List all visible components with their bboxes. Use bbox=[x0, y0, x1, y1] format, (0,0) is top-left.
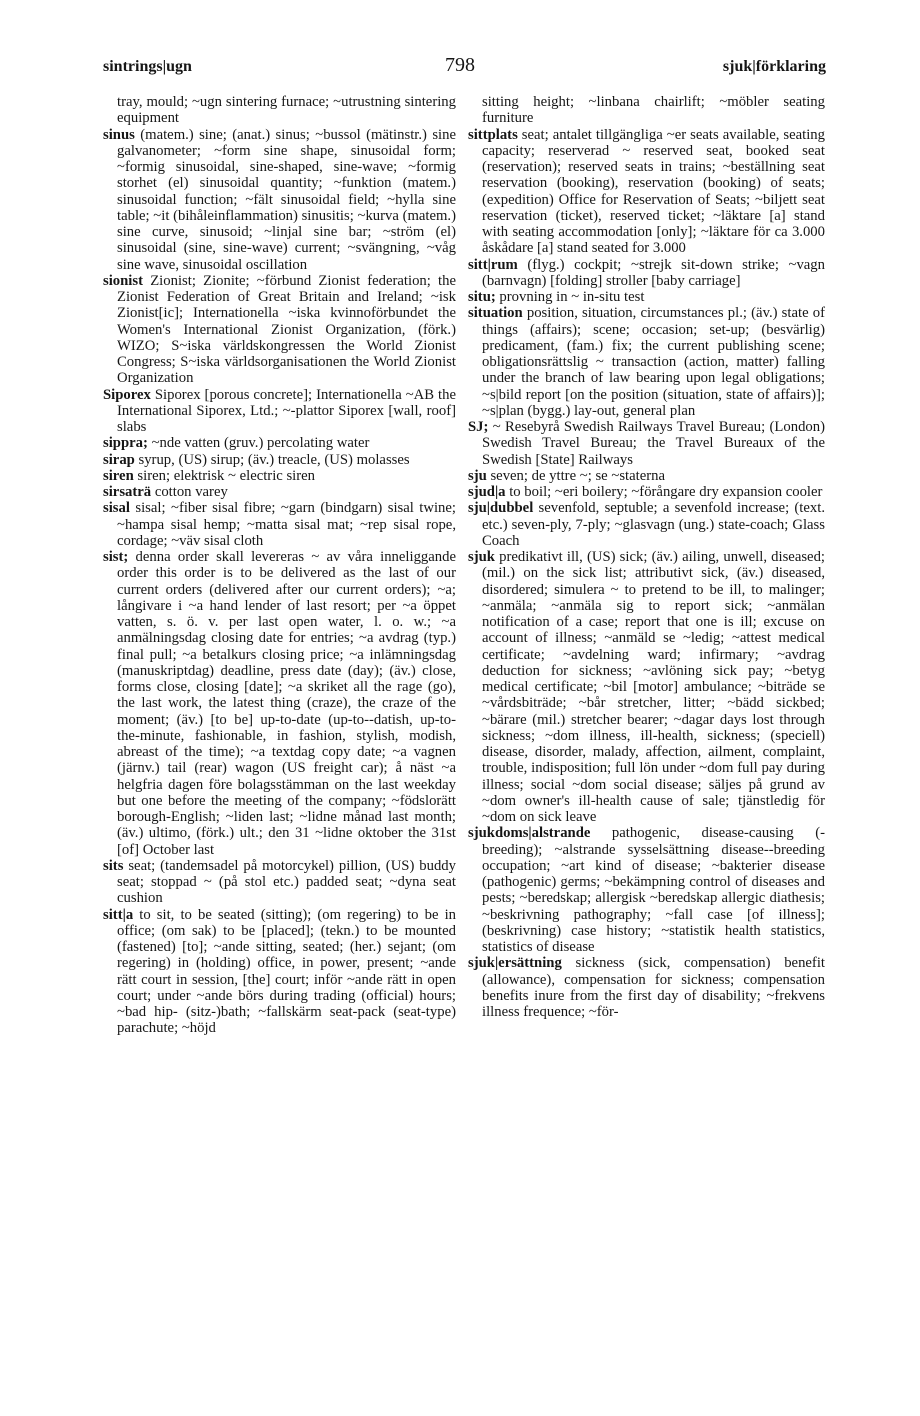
entry-headword: sippra; bbox=[103, 435, 148, 452]
entry-definition: siren; elektrisk ~ electric siren bbox=[137, 467, 316, 484]
dictionary-entry bbox=[468, 955, 825, 1020]
entry-definition: to sit, to be seated (sitting); (om regering) to be in office; (om sak) to be [placed]; (tekn.) to be mounted (fastened) [to]; ~ande sitting, seated; (her.) sejant; (om regering) in (holding) office, in power, present; ~ande rätt court in session, [the] court; inför ~ande rätt in open court; under ~ande börs during trading (official) hours; ~bad hip- (sitz-)bath; ~fallskärm seat-pack (seat-type) parachute; ~höjd bbox=[117, 906, 457, 1037]
dictionary-entry bbox=[103, 500, 456, 549]
entry-definition: ~ Resebyrå Swedish Railways Travel Bureau; (London) Swedish Travel Bureau; the Travel Bureaux of the Swedish [State] Railways bbox=[482, 419, 826, 468]
entry-definition: provning in ~ in-situ test bbox=[499, 289, 645, 305]
left-guide-word: sintrings|ugn bbox=[103, 58, 192, 75]
entry-definition: (flyg.) cockpit; ~strejk sit-down strike; ~vagn (barnvagn) [folding] stroller [baby carriage] bbox=[482, 256, 825, 289]
dictionary-entry bbox=[103, 94, 456, 127]
dictionary-entry bbox=[103, 273, 456, 387]
entry-headword: sitt|rum bbox=[468, 256, 518, 273]
entry-headword: situ; bbox=[468, 289, 496, 305]
entry-headword: sjuk|ersättning bbox=[468, 955, 562, 972]
entry-headword: sirsaträ bbox=[103, 484, 152, 500]
entry-headword: sist; bbox=[103, 549, 129, 565]
entry-definition: sisal; ~fiber sisal fibre; ~garn (bindgarn) sisal twine; ~hampa sisal hemp; ~matta sisal mat; ~rep sisal rope, cordage; ~väv sisal cloth bbox=[117, 500, 456, 549]
dictionary-entry bbox=[468, 305, 825, 419]
entry-definition: Zionist; Zionite; ~förbund Zionist federation; the Zionist Federation of Great Britain and Ireland; ~isk Zionist[ic]; Internationella ~iska kvinnoförbundet the Women's International Zionist Organization, (förk.) WIZO; S~iska världskongressen the World Zionist Congress; S~iska världsorganisationen the World Zionist Organization bbox=[117, 272, 456, 387]
entry-headword: siren bbox=[103, 467, 134, 484]
left-column bbox=[103, 94, 456, 1037]
entry-headword: sjukdoms|alstrande bbox=[468, 825, 591, 842]
dictionary-entry bbox=[103, 387, 456, 436]
dictionary-entry bbox=[468, 257, 825, 290]
dictionary-entry bbox=[103, 468, 456, 484]
page-number: 798 bbox=[445, 54, 475, 76]
entry-definition: (matem.) sine; (anat.) sinus; ~bussol (mätinstr.) sine galvanometer; ~form sine shape, sinusoidal form; ~formig sinusoidal, sine-shaped, sine-wave; ~formig storhet (el) sinusoidal quantity; ~funktion (matem.) sinusoidal function; ~fält sinusoidal field; ~hylla sine table; ~it (bihåleinflammation) sinusitis; ~kurva (matem.) sine curve, sinusoid; ~linjal sine bar; ~ström (el) sinusoidal (sine, sine-wave) current; ~svängning, ~våg sine wave, sinusoidal oscillation bbox=[117, 126, 456, 273]
right-column bbox=[468, 94, 825, 1020]
entry-headword: sju bbox=[468, 467, 487, 484]
entry-definition: sitting height; ~linbana chairlift; ~möbler seating furniture bbox=[482, 94, 825, 127]
dictionary-entry bbox=[468, 484, 825, 500]
dictionary-entry bbox=[103, 484, 456, 500]
entry-definition: tray, mould; ~ugn sintering furnace; ~utrustning sintering equipment bbox=[117, 94, 456, 127]
entry-definition: seat; (tandemsadel på motorcykel) pillion, (US) buddy seat; stoppad ~ (på stol etc.) padded seat; ~dyna seat cushion bbox=[117, 857, 456, 907]
entry-headword: sjud|a bbox=[468, 484, 506, 500]
dictionary-entry bbox=[468, 419, 825, 468]
entry-definition: predikativt ill, (US) sick; (äv.) ailing, unwell, diseased; (mil.) on the sick list; attributivt sick, (äv.) diseased, disordered; simulera ~ to pretend to be ill, to malinger; ~anmäla; ~anmäla sig to report sick; ~anmälan notification of a case; report that one is ill; excuse on account of illness; ~anmäld se ~ledig; ~attest medical certificate; ~avdelning ward; infirmary; ~avdrag deduction for sickness; ~avlöning sick pay; ~betyg medical certificate; ~bil [motor] ambulance; ~biträde se ~vårdsbiträde; ~bår stretcher, litter; ~bädd sickbed; ~bärare (mil.) stretcher bearer; ~dagar days lost through sickness; ~dom illness, ill-health, sickness; (speciell) disease, disorder, malady, affection, ailment, complaint, trouble, indisposition; full lön under ~dom full pay during illness; social ~dom social disease; säljes på grund av ~dom owner's ill-health cause of sale; tjänstledig för ~dom on sick leave bbox=[482, 549, 825, 825]
dictionary-entry bbox=[468, 468, 825, 484]
entry-headword: SJ; bbox=[468, 419, 489, 435]
entry-headword: Siporex bbox=[103, 386, 151, 403]
entry-definition: syrup, (US) sirup; (äv.) treacle, (US) molasses bbox=[138, 451, 410, 468]
entry-definition: to boil; ~eri boilery; ~förångare dry expansion cooler bbox=[509, 484, 823, 500]
right-guide-word: sjuk|förklaring bbox=[722, 58, 826, 75]
entry-headword: sits bbox=[103, 857, 124, 874]
entry-definition: sickness (sick, compensation) benefit (allowance), compensation for sickness; compensation benefits inure from the first day of disability; ~frekvens illness frequence; ~för- bbox=[482, 955, 825, 1020]
entry-headword: sittplats bbox=[468, 126, 518, 143]
entry-definition: seven; de yttre ~; se ~staterna bbox=[490, 467, 665, 484]
dictionary-entry bbox=[103, 127, 456, 273]
dictionary-entry bbox=[468, 127, 825, 257]
entry-headword: sinus bbox=[103, 126, 135, 143]
entry-headword: sisal bbox=[103, 500, 130, 517]
dictionary-entry bbox=[103, 452, 456, 468]
dictionary-entry bbox=[468, 825, 825, 955]
entry-headword: situation bbox=[468, 305, 523, 322]
entry-headword: sitt|a bbox=[103, 906, 134, 923]
entry-definition: seat; antalet tillgängliga ~er seats available, seating capacity; reserverad ~ reserved seat, booked seat (reservation); reserved seats in trains; ~beställning seat reservation (booking), reservation (booking) of seats; (expedition) Office for Reservation of Seats; ~biljett seat reservation (ticket), reserved ticket; ~läktare [a] stand with seating accommodation [only]; ~läktare för ca 3.000 åskådare [a] stand seated for 3.000 bbox=[482, 126, 825, 257]
dictionary-entry bbox=[468, 94, 825, 127]
dictionary-entry bbox=[468, 289, 825, 305]
entry-definition: position, situation, circumstances pl.; (äv.) state of things (affairs); scene; occasion; set-up; (besvärlig) predicament, (fam.) fix; the current publishing scene; obligationsrättslig ~ transaction (action, matter) falling under the branch of law bearing upon legal obligations; ~s|bild report [on the position (situation, state of affairs)]; ~s|plan (bygg.) lay-out, general plan bbox=[482, 305, 825, 419]
dictionary-entry bbox=[468, 549, 825, 825]
dictionary-entry bbox=[103, 435, 456, 451]
dictionary-entry bbox=[103, 549, 456, 858]
entry-definition: sevenfold, septuble; a sevenfold increase; (text. etc.) seven-ply, 7-ply; ~glasvagn (ung.) state-coach; Glass Coach bbox=[482, 500, 825, 549]
entry-definition: denna order skall levereras ~ av våra inneliggande order this order is to be delivered as the last of our current orders (delivered after our current orders); ~a; långivare i ~a hand lender of last resort; per ~a öppet vatten, s. ö. v. per last open water, l. o. w.; ~a anmälningsdag closing date for entries; ~a avdrag (typ.) final pull; ~a betalkurs closing price; ~a inlämningsdag (manuskriptdag) deadline, press date (day); (äv.) close, forms close, closing [date]; ~a skriket all the rage (go), the last work, the latest thing (craze), the craze of the moment; (äv.) [to be] up-to-date (up-to--datish, up-to-the-minute, fashionable, in fashion, stylish, modish, abreast of the time); ~a textdag copy date; ~a vagnen (järnv.) tail (rear) wagon (US freight car); å näst ~a helgfria dagen före bolagsstämman on the last weekday but one before the meeting of the company; ~födslorätt borough-English; ~liden last; ~lidne månad last month; (äv.) ultimo, (förk.) ult.; den 31 ~lidne oktober the 31st [of] October last bbox=[117, 549, 456, 858]
entry-headword: sirap bbox=[103, 451, 135, 468]
entry-headword: sjuk bbox=[468, 549, 495, 565]
entry-definition: ~nde vatten (gruv.) percolating water bbox=[151, 435, 370, 452]
dictionary-entry bbox=[103, 907, 456, 1037]
entry-definition: pathogenic, disease-causing (-breeding); ~alstrande sysselsättning disease--breeding occupation; ~art kind of disease; ~bakterier disease (pathogenic) germs; ~bekämpning control of diseases and pests; ~beredskap; allergisk ~beredskap allergic diathesis; ~beskrivning pathography; ~fall case [of illness]; (beskrivning) case history; ~statistik health statistics, statistics of disease bbox=[482, 825, 826, 955]
dictionary-entry bbox=[103, 858, 456, 907]
dictionary-entry bbox=[468, 500, 825, 549]
entry-definition: cotton varey bbox=[154, 484, 228, 500]
entry-headword: sionist bbox=[103, 272, 143, 289]
entry-headword: sju|dubbel bbox=[468, 500, 534, 517]
entry-definition: Siporex [porous concrete]; Internationella ~AB the International Siporex, Ltd.; ~-plattor Siporex [wall, roof] slabs bbox=[117, 386, 456, 435]
